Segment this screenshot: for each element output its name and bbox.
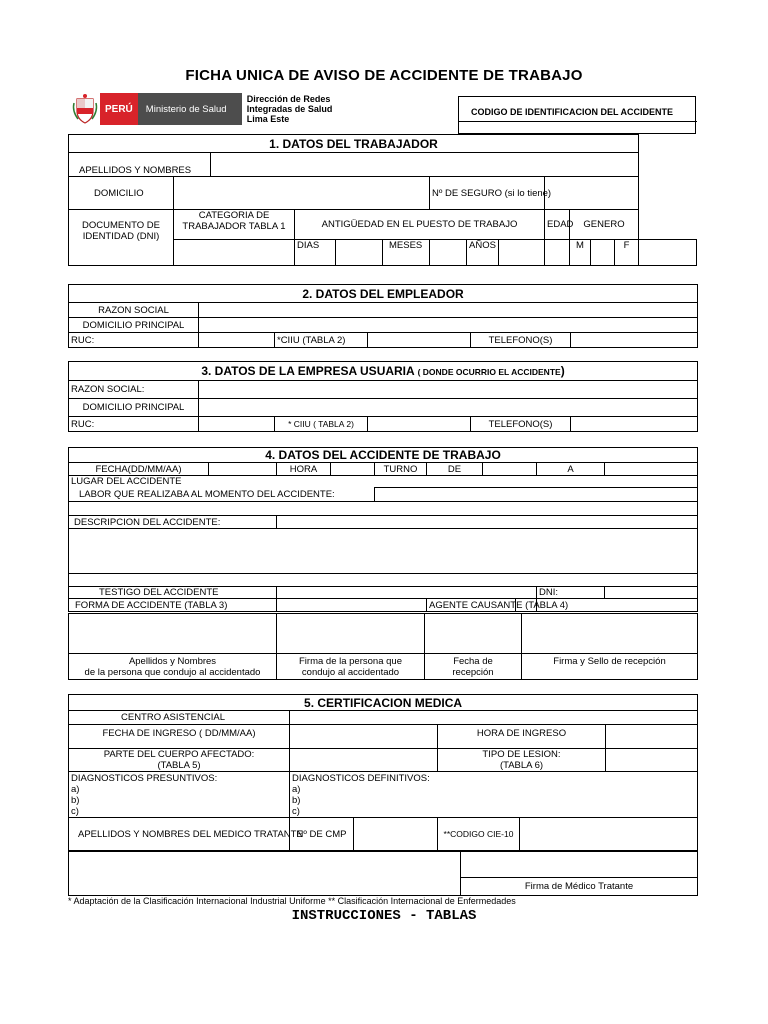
- fecha-ingreso-label: FECHA DE INGRESO ( DD/MM/AA): [69, 725, 290, 749]
- categoria-line: CATEGORIA DE: [198, 210, 270, 221]
- usuaria-ciiu-label: * CIIU ( TABLA 2): [275, 417, 368, 432]
- codigo-identificacion-box[interactable]: [458, 96, 696, 134]
- conductor-firma-field[interactable]: [277, 614, 425, 654]
- firma-medico-label: Firma de Médico Tratante: [461, 878, 698, 896]
- turno-de-field[interactable]: [483, 463, 537, 476]
- tipo-lesion-field[interactable]: [606, 749, 698, 772]
- direction-line: Integradas de Salud: [246, 104, 333, 114]
- tipo-lesion-line: TIPO DE LESION:: [482, 749, 561, 760]
- direction-line: Dirección de Redes: [246, 94, 331, 104]
- section-1-title: 1. DATOS DEL TRABAJADOR: [69, 135, 639, 153]
- empleador-razon-field[interactable]: [199, 303, 698, 318]
- cie-label: **CODIGO CIE-10: [438, 818, 520, 851]
- descripcion-field[interactable]: [69, 529, 698, 574]
- section-4-accidente: [68, 447, 698, 612]
- empleador-domicilio-label: DOMICILIO PRINCIPAL: [69, 318, 199, 333]
- centro-field[interactable]: [290, 711, 698, 725]
- dias-field[interactable]: [336, 240, 383, 266]
- hora-ingreso-field[interactable]: [606, 725, 698, 749]
- dias-label: DIAS: [295, 240, 336, 266]
- document-title: FICHA UNICA DE AVISO DE ACCIDENTE DE TRABAJO: [185, 67, 583, 84]
- turno-de-label: DE: [427, 463, 483, 476]
- definitivo-b: b): [292, 795, 301, 806]
- usuaria-ruc-label: RUC:: [69, 417, 199, 432]
- diagnosticos-definitivos[interactable]: [290, 772, 698, 818]
- documento-line: IDENTIDAD (DNI): [82, 231, 160, 242]
- presuntivo-b: b): [71, 795, 80, 806]
- section-3-paren: ): [560, 364, 565, 378]
- edad-label: EDAD: [545, 210, 570, 240]
- fecha-recepcion-line: recepción: [452, 666, 494, 678]
- usuaria-razon-field[interactable]: [199, 381, 698, 399]
- diagnosticos-presuntivos[interactable]: [69, 772, 290, 818]
- anos-field[interactable]: [499, 240, 545, 266]
- presuntivo-a: a): [71, 784, 80, 795]
- direction-line: Lima Este: [246, 114, 290, 124]
- instrucciones-heading: INSTRUCCIONES - TABLAS: [291, 908, 477, 924]
- empleador-telefono-field[interactable]: [571, 333, 698, 348]
- peru-coat-of-arms-icon: [70, 92, 100, 126]
- agente-label: AGENTE CAUSANTE (TABLA 4): [427, 599, 516, 612]
- hora-ingreso-label: HORA DE INGRESO: [438, 725, 606, 749]
- apellidos-field[interactable]: [211, 153, 639, 177]
- categoria-label: [174, 210, 295, 240]
- hora-accidente-label: HORA: [277, 463, 331, 476]
- conductor-nombre-line: de la persona que condujo al accidentado: [84, 666, 261, 678]
- empleador-razon-label: RAZON SOCIAL: [69, 303, 199, 318]
- section-3-title: [69, 362, 698, 381]
- turno-label: TURNO: [375, 463, 427, 476]
- genero-f-label: F: [615, 240, 639, 266]
- section-3-title-text: 3. DATOS DE LA EMPRESA USUARIA: [201, 364, 415, 378]
- descripcion-inline-field[interactable]: [277, 516, 698, 529]
- apellidos-label: APELLIDOS Y NOMBRES: [69, 153, 211, 177]
- labor-label: LABOR QUE REALIZABA AL MOMENTO DEL ACCIDENTE:: [69, 488, 375, 502]
- section-5-certificacion: [68, 694, 698, 851]
- codigo-label: CODIGO DE IDENTIFICACION DEL ACCIDENTE: [471, 107, 674, 117]
- conductor-nombre-label: [69, 654, 277, 680]
- firma-medico-field[interactable]: [461, 852, 698, 878]
- lugar-accidente-label[interactable]: LUGAR DEL ACCIDENTE: [69, 476, 698, 488]
- documento-label: [69, 210, 174, 266]
- usuaria-ruc-field[interactable]: [199, 417, 275, 432]
- tipo-lesion-label: [438, 749, 606, 772]
- blank-row[interactable]: [69, 574, 698, 587]
- turno-a-label: A: [537, 463, 605, 476]
- conductor-nombre-line: Apellidos y Nombres: [128, 655, 217, 667]
- fecha-accidente-field[interactable]: [209, 463, 277, 476]
- edad-field[interactable]: [545, 240, 570, 266]
- empleador-ciiu-label: *CIIU (TABLA 2): [275, 333, 368, 348]
- empleador-ruc-label: RUC:: [69, 333, 199, 348]
- genero-label: GENERO: [570, 210, 639, 240]
- usuaria-domicilio-field[interactable]: [199, 399, 698, 417]
- parte-cuerpo-line: PARTE DEL CUERPO AFECTADO:: [103, 749, 255, 760]
- fecha-accidente-label: FECHA(DD/MM/AA): [69, 463, 209, 476]
- peru-label: PERÚ: [100, 93, 138, 125]
- empleador-ciiu-field[interactable]: [368, 333, 471, 348]
- section-2-title: 2. DATOS DEL EMPLEADOR: [69, 285, 698, 303]
- section-2-empleador: [68, 284, 698, 348]
- fecha-recepcion-field[interactable]: [425, 614, 522, 654]
- descripcion-label: DESCRIPCION DEL ACCIDENTE:: [69, 516, 277, 529]
- meses-field[interactable]: [430, 240, 467, 266]
- section-3-empresa-usuaria: [68, 361, 698, 432]
- usuaria-telefono-field[interactable]: [571, 417, 698, 432]
- forma-field[interactable]: [277, 599, 427, 612]
- categoria-field[interactable]: [174, 240, 295, 266]
- conductor-firma-line: Firma de la persona que: [299, 655, 402, 667]
- turno-a-field[interactable]: [605, 463, 698, 476]
- testigo-field[interactable]: [277, 587, 537, 599]
- fecha-recepcion-label: [425, 654, 522, 680]
- antiguedad-label: ANTIGÜEDAD EN EL PUESTO DE TRABAJO: [295, 210, 545, 240]
- tipo-lesion-line: (TABLA 6): [499, 760, 544, 771]
- sello-recepcion-field[interactable]: [522, 614, 698, 654]
- definitivo-c: c): [292, 806, 300, 817]
- fecha-ingreso-field[interactable]: [290, 725, 438, 749]
- section-3-subtitle: ( DONDE OCURRIO EL ACCIDENTE: [417, 367, 561, 377]
- direction-label: [247, 94, 333, 126]
- definitivos-label: DIAGNOSTICOS DEFINITIVOS:: [292, 773, 430, 784]
- hora-accidente-field[interactable]: [331, 463, 375, 476]
- seguro-field[interactable]: [545, 177, 639, 210]
- section-4-signatures: [68, 613, 698, 680]
- definitivo-a: a): [292, 784, 301, 795]
- section-4-title: 4. DATOS DEL ACCIDENTE DE TRABAJO: [69, 448, 698, 463]
- categoria-line: TRABAJADOR TABLA 1: [182, 221, 286, 232]
- usuaria-razon-label: RAZON SOCIAL:: [69, 381, 199, 399]
- documento-line: DOCUMENTO DE: [82, 220, 160, 231]
- empleador-domicilio-field[interactable]: [199, 318, 698, 333]
- usuaria-telefono-label: TELEFONO(S): [471, 417, 571, 432]
- genero-m-checkbox[interactable]: [591, 240, 615, 266]
- genero-m-label: M: [570, 240, 591, 266]
- domicilio-label: DOMICILIO: [69, 177, 174, 210]
- domicilio-field[interactable]: [174, 177, 430, 210]
- section-5-firma: [68, 851, 698, 896]
- blank-row[interactable]: [69, 502, 698, 516]
- medico-label: APELLIDOS Y NOMBRES DEL MEDICO TRATANTE: [69, 818, 290, 851]
- meses-label: MESES: [383, 240, 430, 266]
- seguro-label: Nº DE SEGURO (si lo tiene): [430, 177, 545, 210]
- conductor-firma-line: condujo al accidentado: [301, 666, 400, 678]
- footnote: * Adaptación de la Clasificación Internacional Industrial Uniforme ** Clasificación Internacional de Enfermedades: [68, 896, 516, 906]
- dni-label: DNI:: [537, 587, 605, 599]
- parte-cuerpo-field[interactable]: [290, 749, 438, 772]
- cmp-field[interactable]: [354, 818, 438, 851]
- presuntivos-label: DIAGNOSTICOS PRESUNTIVOS:: [71, 773, 218, 784]
- cie-field[interactable]: [520, 818, 698, 851]
- presuntivo-c: c): [71, 806, 79, 817]
- genero-f-checkbox[interactable]: [639, 240, 697, 266]
- section-1-trabajador: [68, 134, 697, 266]
- medico-nombre-field[interactable]: [69, 852, 461, 896]
- labor-field[interactable]: [375, 488, 698, 502]
- empleador-telefono-label: TELEFONO(S): [471, 333, 571, 348]
- sello-recepcion-label: Firma y Sello de recepción: [522, 654, 698, 680]
- minsa-logo: [70, 92, 332, 126]
- parte-cuerpo-line: (TABLA 5): [157, 760, 201, 771]
- empleador-ruc-field[interactable]: [199, 333, 275, 348]
- parte-cuerpo-label: [69, 749, 290, 772]
- testigo-label: TESTIGO DEL ACCIDENTE: [69, 587, 277, 599]
- usuaria-domicilio-label: DOMICILIO PRINCIPAL: [69, 399, 199, 417]
- ministry-label: Ministerio de Salud: [138, 93, 242, 125]
- forma-label: FORMA DE ACCIDENTE (TABLA 3): [69, 599, 277, 612]
- centro-label: CENTRO ASISTENCIAL: [69, 711, 290, 725]
- section-5-title: 5. CERTIFICACION MEDICA: [69, 695, 698, 711]
- conductor-nombre-field[interactable]: [69, 614, 277, 654]
- cmp-label: Nº DE CMP: [290, 818, 354, 851]
- usuaria-ciiu-field[interactable]: [368, 417, 471, 432]
- anos-label: AÑOS: [467, 240, 499, 266]
- fecha-recepcion-line: Fecha de: [453, 655, 493, 667]
- conductor-firma-label: [277, 654, 425, 680]
- dni-field[interactable]: [605, 587, 698, 599]
